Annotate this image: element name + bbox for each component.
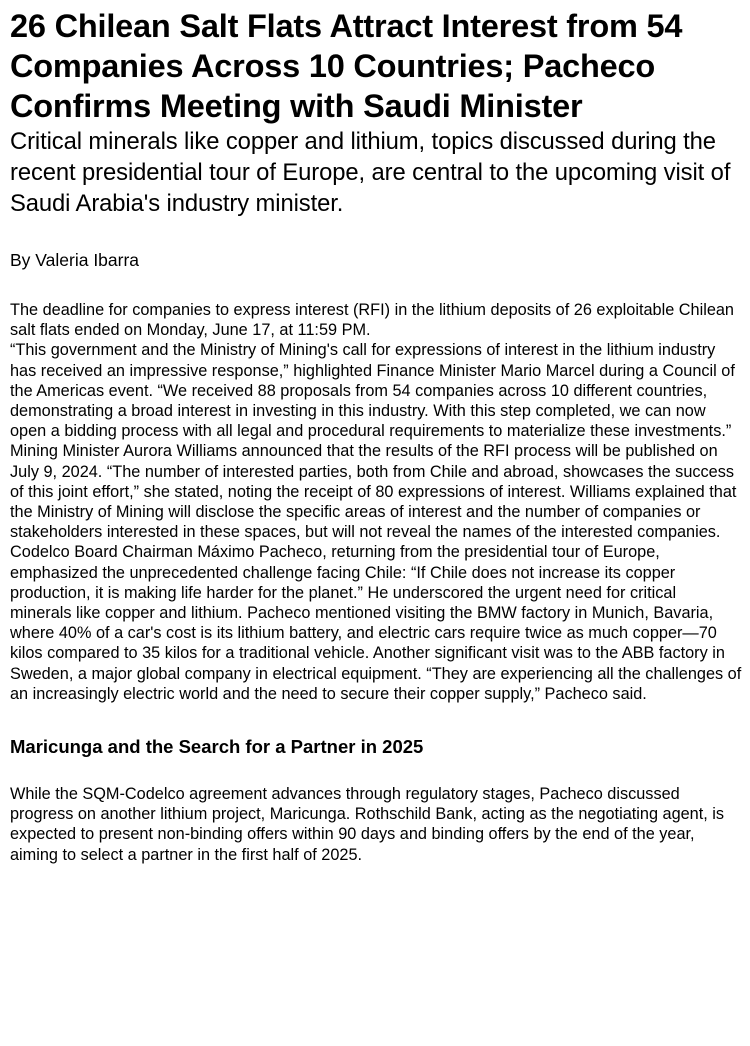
headline: 26 Chilean Salt Flats Attract Interest from 54 Companies Across 10 Countries; Pacheco Confirms Meeting with Saudi Minister	[10, 8, 683, 124]
body-paragraph: Mining Minister Aurora Williams announced that the results of the RFI process will be published on July 9, 2024. “The number of interested parties, both from Chile and abroad, showcases the success of this joint effort,” she stated, noting the receipt of 80 expressions of interest. Williams explained that the Ministry of Mining will disclose the specific areas of interest and the number of companies or stakeholders interested in these spaces, but will not reveal the names of the interested companies.	[10, 442, 737, 542]
section-paragraph: While the SQM-Codelco agreement advances through regulatory stages, Pacheco discussed progress on another lithium project, Maricunga. Rothschild Bank, acting as the negotiating agent, is expected to present non-binding offers within 90 days and binding offers by the end of the year, aiming to select a partner in the first half of 2025.	[10, 785, 725, 864]
section-heading: Maricunga and the Search for a Partner in 2025	[10, 736, 424, 758]
byline: By Valeria Ibarra	[10, 250, 140, 270]
body-paragraph: The deadline for companies to express interest (RFI) in the lithium deposits of 26 exploitable Chilean salt flats ended on Monday, June 17, at 11:59 PM.	[10, 301, 734, 340]
subheadline: Critical minerals like copper and lithium, topics discussed during the recent presidential tour of Europe, are central to the upcoming visit of Saudi Arabia's industry minister.	[10, 128, 731, 217]
body-paragraph: Codelco Board Chairman Máximo Pacheco, returning from the presidential tour of Europe, emphasized the unprecedented challenge facing Chile: “If Chile does not increase its copper production, it is making life harder for the planet.” He underscored the urgent need for critical minerals like copper and lithium. Pacheco mentioned visiting the BMW factory in Munich, Bavaria, where 40% of a car's cost is its lithium battery, and electric cars require twice as much copper—70 kilos compared to 35 kilos for a traditional vehicle. Another significant visit was to the ABB factory in Sweden, a major global company in electrical equipment. “They are experiencing all the challenges of an increasingly electric world and the need to secure their copper supply,” Pacheco said.	[10, 543, 742, 703]
article	[10, 0, 742, 865]
body-paragraph: “This government and the Ministry of Mining's call for expressions of interest in the lithium industry has received an impressive response,” highlighted Finance Minister Mario Marcel during a Council of the Americas event. “We received 88 proposals from 54 companies across 10 different countries, demonstrating a broad interest in investing in this industry. With this step completed, we can now open a bidding process with all legal and procedural requirements to materialize these investments.”	[10, 341, 735, 441]
article-body	[10, 300, 742, 704]
section-body	[10, 784, 742, 865]
